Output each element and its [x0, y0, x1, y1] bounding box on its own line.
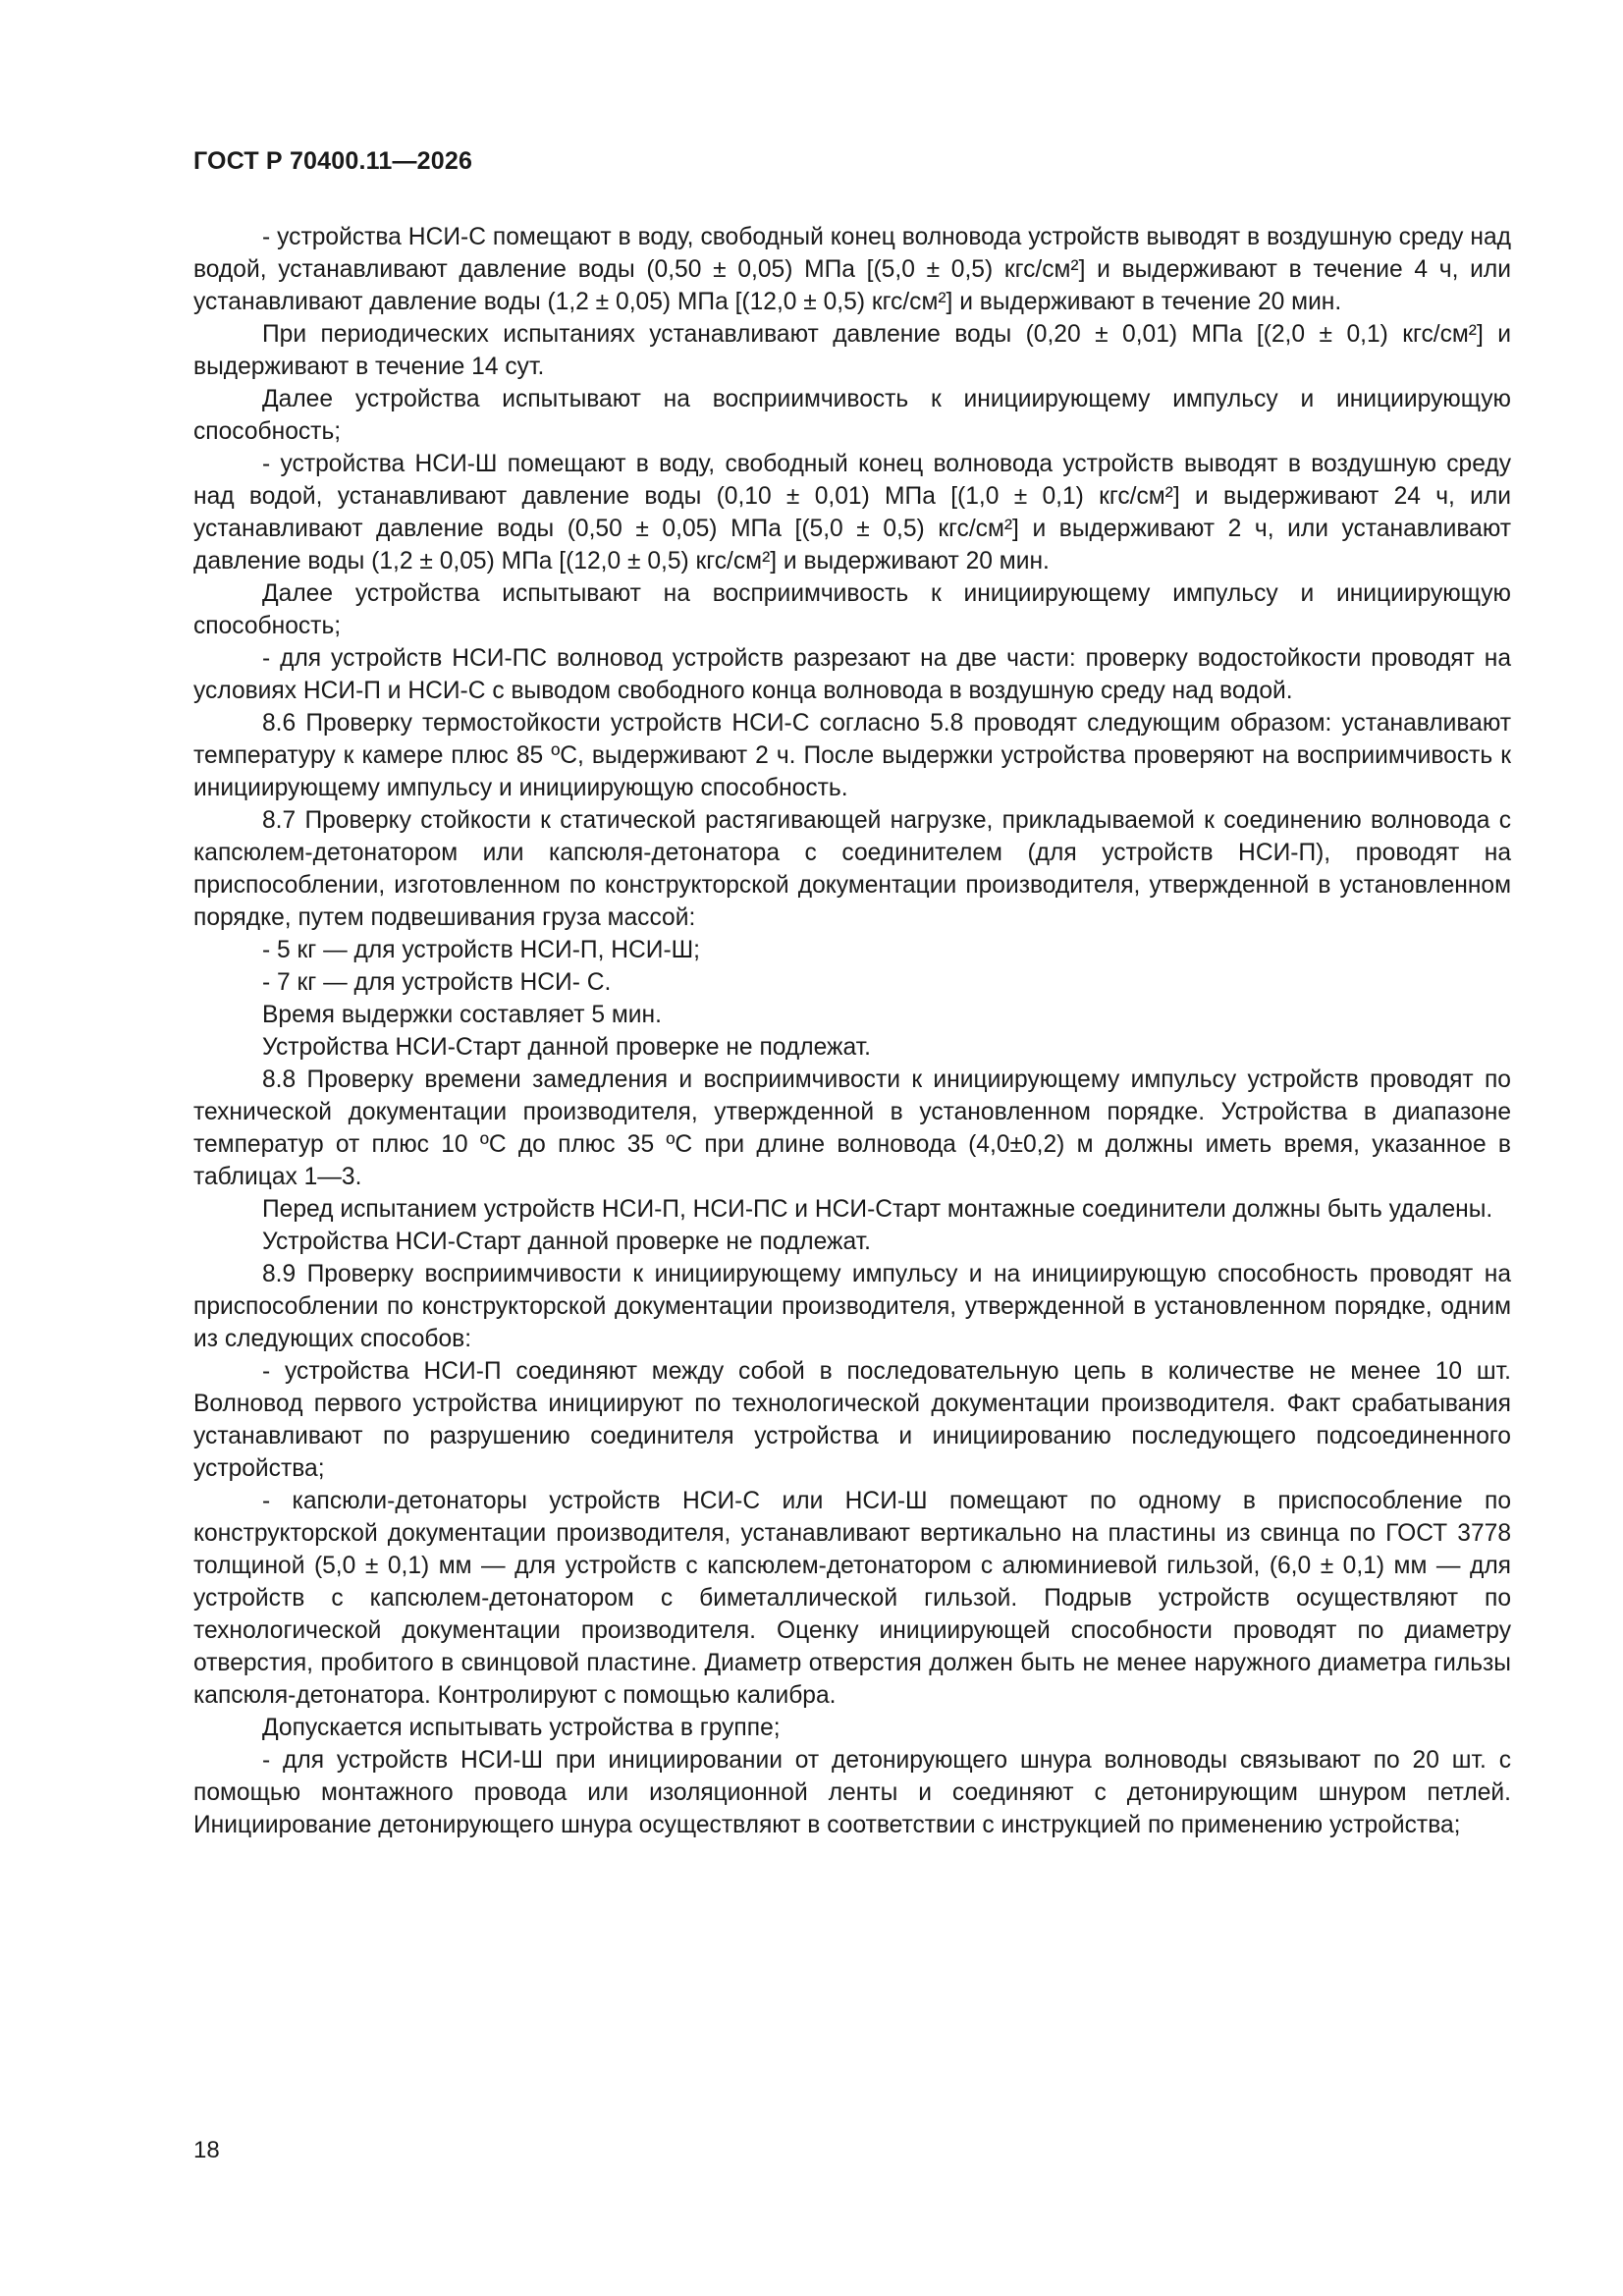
paragraph: Устройства НСИ-Старт данной проверке не подлежат.	[262, 1229, 871, 1255]
paragraph: При периодических испытаниях устанавливают давление воды (0,20 ± 0,01) МПа [(2,0 ± 0,1) кгс/см²] и выдерживают в течение 14 сут.	[193, 321, 1511, 380]
paragraph: - 7 кг — для устройств НСИ- С.	[262, 969, 612, 996]
paragraph: 8.8 Проверку времени замедления и восприимчивости к инициирующему импульсу устройств проводят по технической документации производителя, утвержденной в установленном порядке. Устройства в диапазоне температур от плюс 10 ºС до плюс 35 ºС при длине волновода (4,0±0,2) м должны иметь время, указанное в таблицах 1—3.	[193, 1066, 1511, 1190]
paragraph: Далее устройства испытывают на восприимчивость к инициирующему импульсу и инициирующую способность;	[193, 386, 1511, 445]
paragraph: 8.7 Проверку стойкости к статической растягивающей нагрузке, прикладываемой к соединению волновода с капсюлем-детонатором или капсюля-детонатора с соединителем (для устройств НСИ-П), проводят на приспособлении, изготовленном по конструкторской документации производителя, утвержденной в установленном порядке, путем подвешивания груза массой:	[193, 807, 1511, 931]
paragraph: - для устройств НСИ-Ш при инициировании от детонирующего шнура волноводы связывают по 20 шт. с помощью монтажного провода или изоляционной ленты и соединяют с детонирующим шнуром петлей. Инициирование детонирующего шнура осуществляют в соответствии с инструкцией по применению устройства;	[193, 1747, 1511, 1838]
paragraph: 8.6 Проверку термостойкости устройств НСИ-С согласно 5.8 проводят следующим образом: устанавливают температуру к камере плюс 85 ºС, выдерживают 2 ч. После выдержки устройства проверяют на восприимчивость к инициирующему импульсу и инициирующую способность.	[193, 710, 1511, 801]
paragraph: Время выдержки составляет 5 мин.	[262, 1002, 662, 1028]
page-number: 18	[193, 2137, 220, 2163]
paragraph: Допускается испытывать устройства в группе;	[262, 1715, 781, 1741]
paragraph: - устройства НСИ-Ш помещают в воду, свободный конец волновода устройств выводят в воздушную среду над водой, устанавливают давление воды (0,10 ± 0,01) МПа [(1,0 ± 0,1) кгс/см²] и выдерживают 24 ч, или устанавливают давление воды (0,50 ± 0,05) МПа [(5,0 ± 0,5) кгс/см²] и выдерживают 2 ч, или устанавливают давление воды (1,2 ± 0,05) МПа [(12,0 ± 0,5) кгс/см²] и выдерживают 20 мин.	[193, 451, 1511, 574]
paragraph: Далее устройства испытывают на восприимчивость к инициирующему импульсу и инициирующую способность;	[193, 580, 1511, 639]
paragraph: - устройства НСИ-П соединяют между собой в последовательную цепь в количестве не менее 10 шт. Волновод первого устройства инициируют по технологической документации производителя. Факт срабатывания устанавливают по разрушению соединителя устройства и инициированию последующего подсоединенного устройства;	[193, 1358, 1511, 1482]
paragraph: Устройства НСИ-Старт данной проверке не подлежат.	[262, 1034, 871, 1061]
page-header-title: ГОСТ Р 70400.11—2026	[193, 147, 473, 175]
paragraph: 8.9 Проверку восприимчивости к инициирующему импульсу и на инициирующую способность проводят на приспособлении по конструкторской документации производителя, утвержденной в установленном порядке, одним из следующих способов:	[193, 1261, 1511, 1352]
paragraph: - устройства НСИ-С помещают в воду, свободный конец волновода устройств выводят в воздушную среду над водой, устанавливают давление воды (0,50 ± 0,05) МПа [(5,0 ± 0,5) кгс/см²] и выдерживают в течение 4 ч, или устанавливают давление воды (1,2 ± 0,05) МПа [(12,0 ± 0,5) кгс/см²] и выдерживают в течение 20 мин.	[193, 224, 1511, 315]
paragraph: - капсюли-детонаторы устройств НСИ-С или НСИ-Ш помещают по одному в приспособление по конструкторской документации производителя, устанавливают вертикально на пластины из свинца по ГОСТ 3778 толщиной (5,0 ± 0,1) мм — для устройств с капсюлем-детонатором с алюминиевой гильзой, (6,0 ± 0,1) мм — для устройств с капсюлем-детонатором с биметаллической гильзой. Подрыв устройств осуществляют по технологической документации производителя. Оценку инициирующей способности проводят по диаметру отверстия, пробитого в свинцовой пластине. Диаметр отверстия должен быть не менее наружного диаметра гильзы капсюля-детонатора. Контролируют с помощью калибра.	[193, 1488, 1511, 1709]
paragraph: Перед испытанием устройств НСИ-П, НСИ-ПС и НСИ-Старт монтажные соединители должны быть удалены.	[262, 1196, 1493, 1223]
document-body	[193, 221, 1511, 1841]
paragraph: - для устройств НСИ-ПС волновод устройств разрезают на две части: проверку водостойкости проводят на условиях НСИ-П и НСИ-С с выводом свободного конца волновода в воздушную среду над водой.	[193, 645, 1511, 704]
paragraph: - 5 кг — для устройств НСИ-П, НСИ-Ш;	[262, 937, 701, 963]
